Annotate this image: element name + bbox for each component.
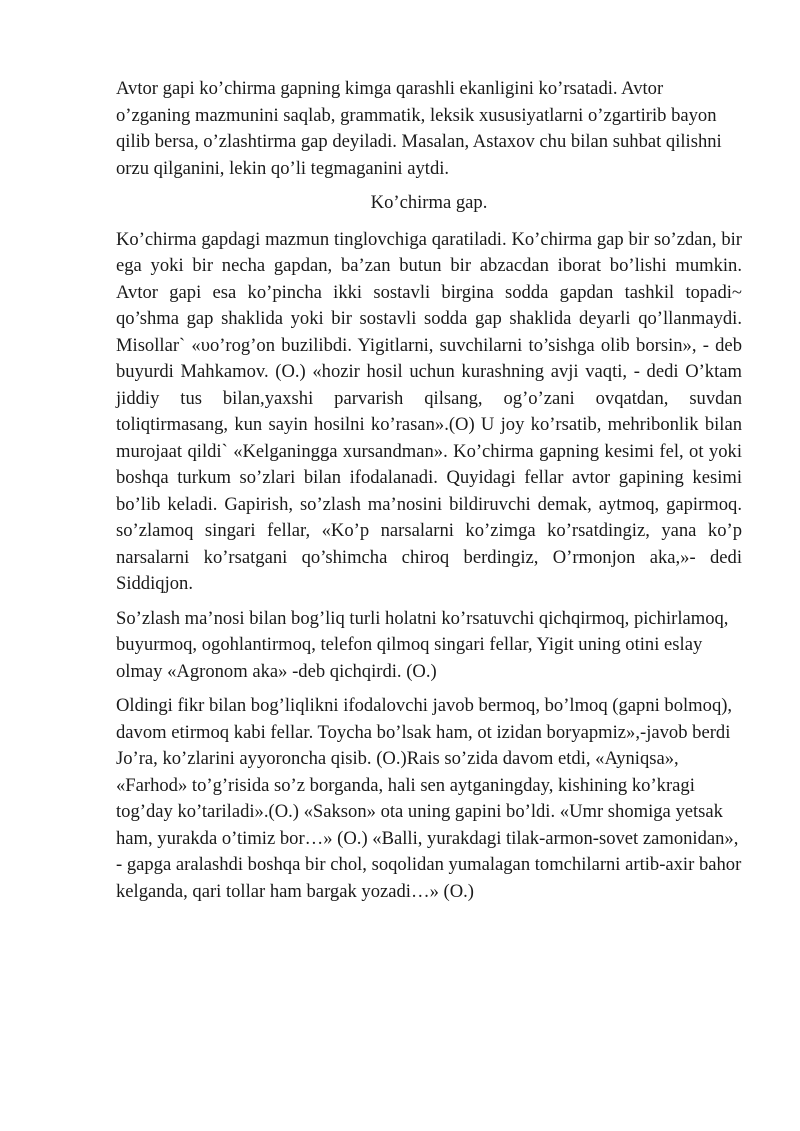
section-title: Ko’chirma gap. xyxy=(370,192,488,213)
document-page xyxy=(116,76,742,905)
body-paragraph-3: Oldingi fikr bilan bog’liqlikni ifodalovchi javob bermoq, bo’lmoq (gapni bolmoq), davom etirmoq kabi fellar. Toycha bo’lsak ham, ot izidan boryapmiz»,-javob berdi Jo’ra, ko’zlarini ayyoroncha qisib. (O.)Rais so’zida davom etdi, «Ayniqsa», «Farhod» to’g’risida so’z borganda, hali sen aytganingday, kishining ko’kragi tog’day ko’tariladi».(O.) «Sakson» ota uning gapini bo’ldi. «Umr shomiga yetsak ham, yurakda o’timiz bor…» (O.) «Balli, yurakdagi tilak-armon-sovet zamonidan», - gapga aralashdi boshqa bir chol, soqolidan yumalagan tomchilarni artib-axir bahor kelganda, qari tollar ham bargak yozadi…» (O.) xyxy=(116,695,742,902)
intro-paragraph: Avtor gapi ko’chirma gapning kimga qarashli ekanligini ko’rsatadi. Avtor o’zganing mazmunini saqlab, grammatik, leksik xususiyatlarni o’zgartirib bayon qilib bersa, o’zlashtirma gap deyiladi. Masalan, Astaxov chu bilan suhbat qilishni orzu qilganini, lekin qo’li tegmaganini aytdi. xyxy=(116,78,722,179)
body-paragraph-2: So’zlash ma’nosi bilan bog’liq turli holatni ko’rsatuvchi qichqirmoq, pichirlamoq, buyurmoq, ogohlantirmoq, telefon qilmoq singari fellar, Yigit uning otini eslay olmay «Agronom aka» -deb qichqirdi. (O.) xyxy=(116,607,729,682)
body-paragraph-1: Ko’chirma gapdagi mazmun tinglovchiga qaratiladi. Ko’chirma gap bir so’zdan, bir ega yoki bir necha gapdan, ba’zan butun bir abzacdan iborat bo’lishi mumkin. Avtor gapi esa ko’pincha ikki sostavli birgina sodda gapdan tashkil topadi~ qo’shma gap shaklida yoki bir sostavli sodda gap shaklida deyarli qo’llanmaydi. Misollar` «υο’rog’on buzilibdi. Yigitlarni, suvchilarni to’sishga olib borsin», - deb buyurdi Mahkamov. (O.) «hozir hosil uchun kurashning avji vaqti, - dedi O’ktam jiddiy tus bilan,yaxshi parvarish qilsang, og’o’zani ovqatdan, suvdan toliqtirmasang, kun sayin hosilni ko’rasan».(O) U joy ko’rsatib, mehribonlik bilan murojaat qildi` «Kelganingga xursandman». Ko’chirma gapning kesimi fel, ot yoki boshqa turkum so’zlari bilan ifodalanadi. Quyidagi fellar avtor gapining kesimi bo’lib keladi. Gapirish, so’zlash ma’nosini bildiruvchi demak, aytmoq, gapirmoq. so’zlamoq singari fellar, «Ko’p narsalarni ko’zimga ko’rsatdingiz, yana ko’p narsalarni ko’rsatgani qo’shimcha chiroq berdingiz, O’rmonjon aka,»- dedi Siddiqjon. xyxy=(116,228,742,594)
